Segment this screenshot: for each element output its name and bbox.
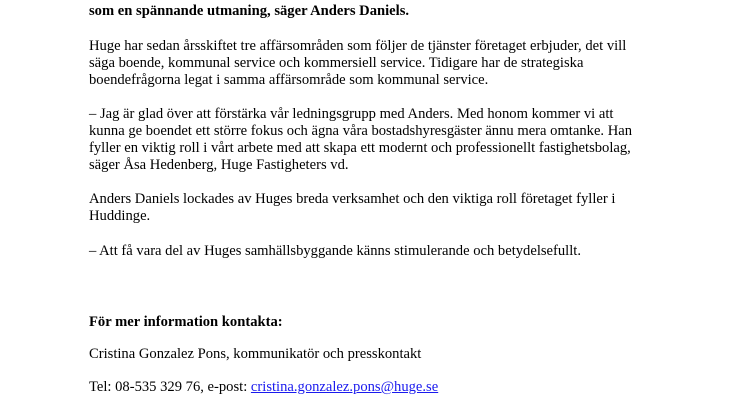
paragraph-business-areas — [89, 38, 689, 89]
text-line: säga boende, kommunal service och kommersiell service. Tidigare har de strategiska — [89, 55, 584, 71]
text-line: Anders Daniels lockades av Huges breda verksamhet och den viktiga roll företaget fyller i — [89, 191, 616, 207]
contact-email-link[interactable]: cristina.gonzalez.pons@huge.se — [250, 379, 439, 395]
text-line: säger Åsa Hedenberg, Huge Fastigheters vd. — [89, 157, 349, 173]
text-line: fyller en viktig roll i vårt arbete med att skapa ett modernt och professionellt fastighetsbolag, — [89, 140, 631, 156]
text-line: boendefrågorna legat i samma affärsområde som kommunal service. — [89, 72, 489, 88]
intro-bold-line — [89, 3, 689, 20]
contact-name-line: Cristina Gonzalez Pons, kommunikatör och presskontakt — [89, 346, 422, 362]
intro-bold-text: som en spännande utmaning, säger Anders Daniels. — [89, 3, 410, 19]
paragraph-motivation — [89, 191, 689, 225]
text-line: kunna ge boendet ett större fokus och ägna våra bostadshyresgäster ännu mera omtanke. Han — [89, 123, 633, 139]
paragraph-ceo-quote — [89, 106, 689, 174]
text-line: – Att få vara del av Huges samhällsbyggande känns stimulerande och betydelsefullt. — [89, 243, 581, 259]
contact-phone-email-line — [89, 379, 689, 396]
text-line: Huge har sedan årsskiftet tre affärsområden som följer de tjänster företaget erbjuder, det vill — [89, 38, 627, 54]
text-line: Huddinge. — [89, 208, 151, 224]
contact-heading: För mer information kontakta: — [89, 314, 283, 330]
text-line: – Jag är glad över att förstärka vår ledningsgrupp med Anders. Med honom kommer vi att — [89, 106, 614, 122]
paragraph-anders-quote — [89, 243, 689, 260]
contact-phone-text: Tel: 08-535 329 76, e-post: — [89, 379, 251, 395]
